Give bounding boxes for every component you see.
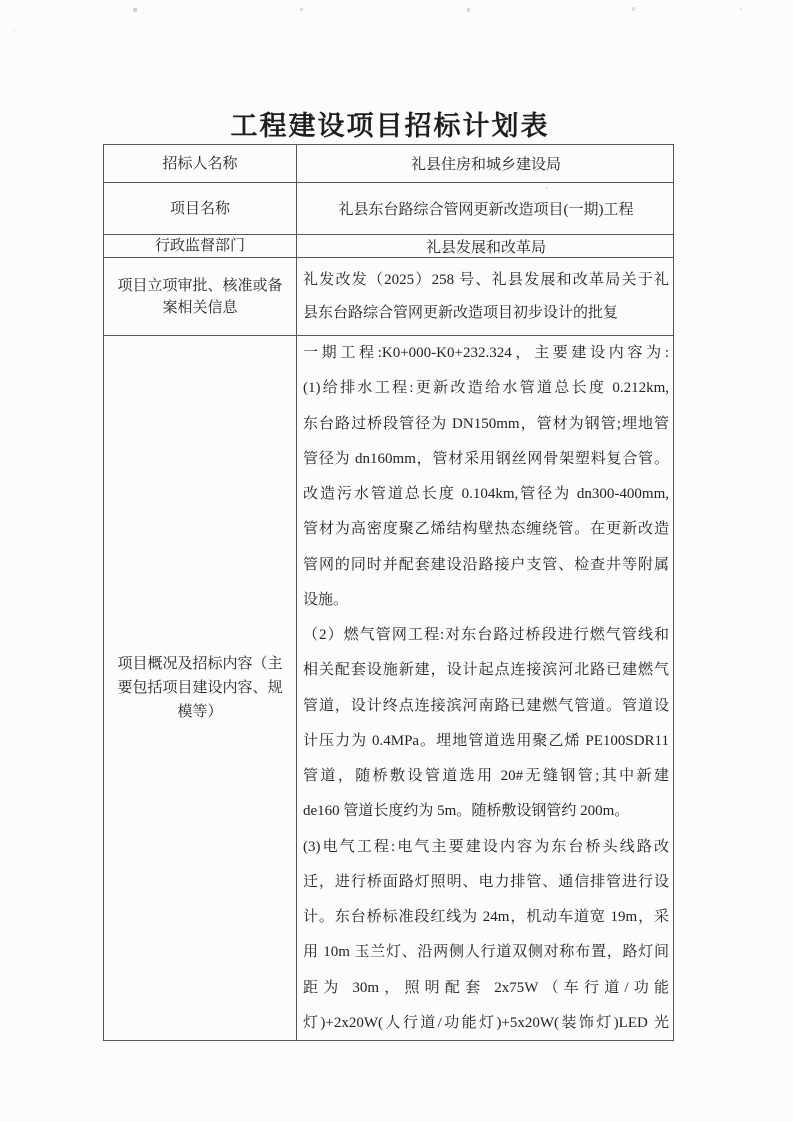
scan-speck: [467, 8, 470, 12]
row-bidder-name: [104, 145, 673, 182]
content-line: 计压力为 0.4MPa。埋地管道选用聚乙烯 PE100SDR11: [303, 732, 669, 749]
content-line: （2）燃气管网工程:对东台路过桥段进行燃气管线和: [303, 627, 669, 643]
content-line: 距为 30m，照明配套 2x75W（车行道/功能: [303, 979, 669, 996]
project-name-value: 礼县东台路综合管网更新改造项目(一期)工程: [338, 202, 634, 218]
content-line: 东台路过桥段管径为 DN150mm，管材为钢管;埋地管: [303, 415, 669, 432]
content-line: 相关配套设施新建，设计起点连接滨河北路已建燃气: [303, 662, 669, 679]
content-line: 县东台路综合管网更新改造项目初步设计的批复: [303, 304, 619, 321]
row-project-name: [104, 182, 673, 234]
project-overview-label: 项目概况及招标内容（主要包括项目建设内容、规模等）: [104, 336, 297, 1040]
content-line: 改造污水管道总长度 0.104km,管径为 dn300-400mm,: [303, 486, 669, 502]
approval-info-label: 项目立项审批、核准或备案相关信息: [104, 258, 297, 335]
page-title: 工程建设项目招标计划表: [230, 111, 550, 141]
scan-speck: [300, 8, 303, 11]
content-line: 用 10m 玉兰灯、沿两侧人行道双侧对称布置，路灯间: [303, 944, 669, 961]
content-line: 一期工程:K0+000-K0+232.324，主要建设内容为:: [303, 345, 669, 361]
project-overview-content: [297, 336, 673, 1040]
content-line: 设施。: [303, 591, 349, 608]
supervisory-department-label: 行政监督部门: [104, 235, 297, 257]
content-line: 计。东台桥标准段红线为 24m，机动车道宽 19m，采: [303, 909, 669, 925]
bidding-plan-table: [103, 144, 674, 1041]
content-line: 礼发改发（2025）258 号、礼县发展和改革局关于礼: [303, 271, 669, 288]
row-approval-info: [104, 257, 673, 335]
scan-speck: [13, 30, 15, 32]
scan-speck: [133, 8, 137, 12]
content-line: 管网的同时并配套建设沿路接户支管、检查井等附属: [303, 556, 669, 573]
project-name-label: 项目名称: [104, 183, 297, 234]
content-line: (3)电气工程:电气主要建设内容为东台桥头线路改: [303, 838, 669, 855]
supervisory-department-value: 礼县发展和改革局: [425, 239, 546, 256]
content-line: 管道，设计终点连接滨河南路已建燃气管道。管道设: [303, 697, 669, 714]
scan-speck: [632, 7, 635, 11]
content-line: 灯)+2x20W(人行道/功能灯)+5x20W(装饰灯)LED 光: [303, 1014, 669, 1031]
row-supervisory-department: [104, 234, 673, 257]
content-line: de160 管道长度约为 5m。随桥敷设钢管约 200m。: [303, 803, 630, 820]
content-line: 迁，进行桥面路灯照明、电力排管、通信排管进行设: [303, 873, 669, 890]
row-project-overview: [104, 335, 673, 1040]
scan-speck: [367, 7, 369, 9]
scan-speck: [740, 7, 742, 10]
content-line: 管径为 dn160mm，管材采用钢丝网骨架塑料复合管。: [303, 450, 669, 467]
approval-info-value: [297, 258, 673, 335]
content-line: 管材为高密度聚乙烯结构壁热态缠绕管。在更新改造: [303, 521, 669, 538]
bidder-name-value: 礼县住房和城乡建设局: [410, 157, 561, 173]
content-line: (1)给排水工程:更新改造给水管道总长度 0.212km,: [303, 380, 669, 397]
bidder-name-label: 招标人名称: [104, 145, 297, 182]
content-line: 管道，随桥敷设管道选用 20#无缝钢管;其中新建: [303, 768, 669, 784]
scan-speck: [181, 7, 183, 9]
